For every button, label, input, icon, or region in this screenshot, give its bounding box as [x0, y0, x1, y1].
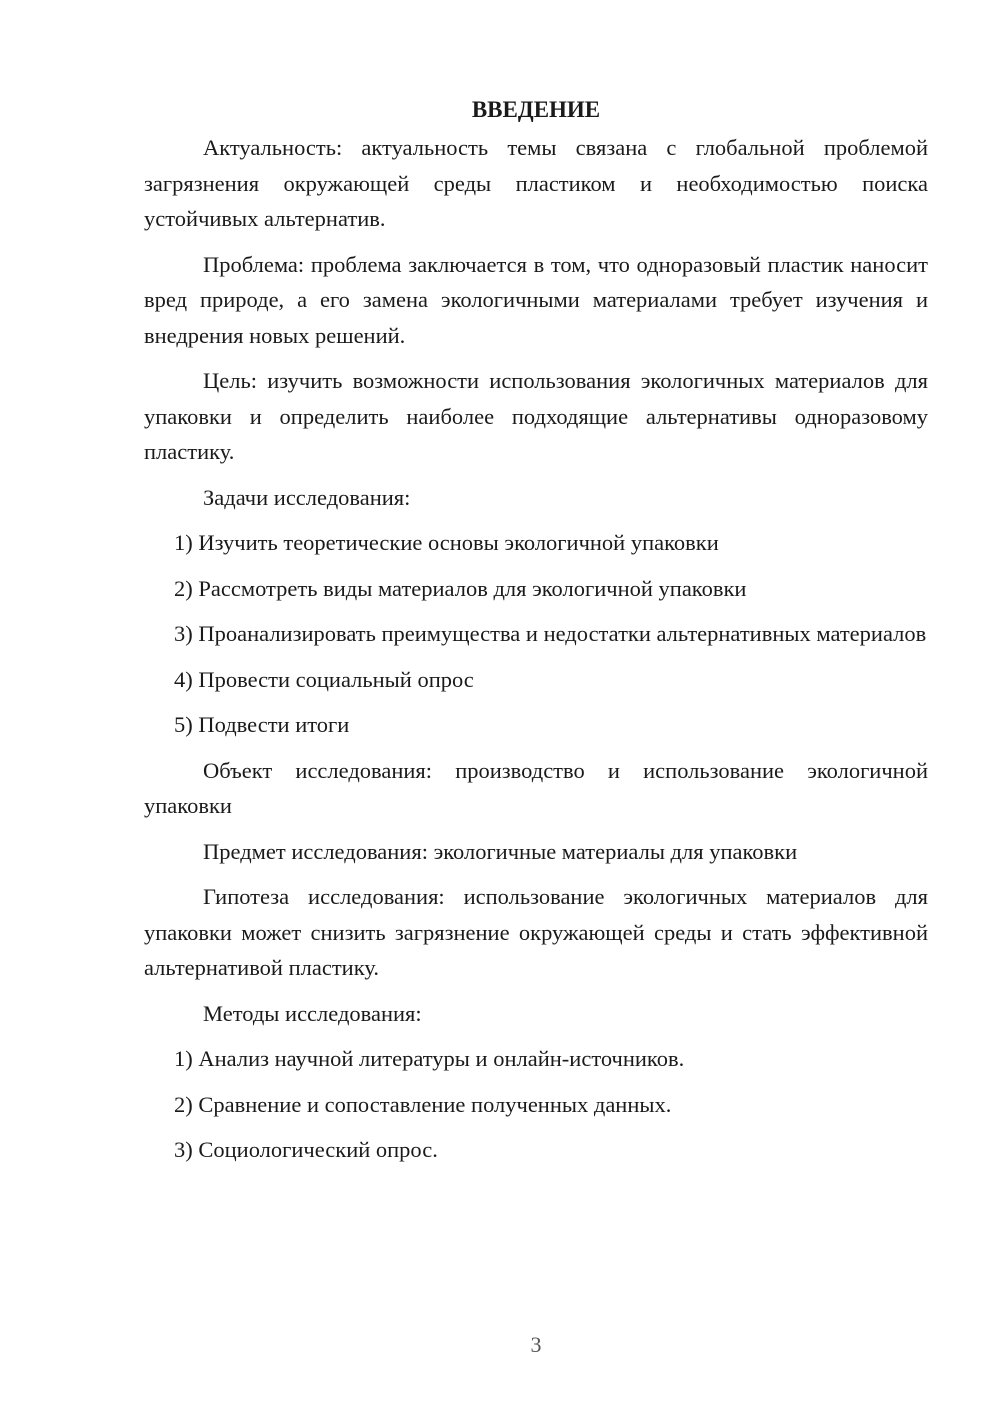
task-item: 5) Подвести итоги — [174, 712, 350, 737]
hypothesis-paragraph: Гипотеза исследования: использование экологичных материалов для упаковки может снизить загрязнение окружающей среды и стать эффективной альтернативой пластику. — [144, 884, 928, 980]
method-item: 3) Социологический опрос. — [174, 1137, 438, 1162]
page-number: 3 — [530, 1332, 542, 1357]
methods-heading: Методы исследования: — [203, 1000, 422, 1026]
task-item: 3) Проанализировать преимущества и недостатки альтернативных материалов — [174, 621, 927, 646]
task-item: 2) Рассмотреть виды материалов для экологичной упаковки — [174, 575, 747, 601]
task-item: 4) Провести социальный опрос — [174, 666, 474, 692]
task-item: 1) Изучить теоретические основы экологичной упаковки — [174, 530, 719, 555]
subject-paragraph: Предмет исследования: экологичные материалы для упаковки — [203, 838, 798, 864]
goal-paragraph: Цель: изучить возможности использования экологичных материалов для упаковки и определить наиболее подходящие альтернативы одноразовому пластику. — [144, 368, 928, 464]
problem-paragraph: Проблема: проблема заключается в том, что одноразовый пластик наносит вред природе, а его замена экологичными материалами требует изучения и внедрения новых решений. — [144, 251, 928, 348]
object-paragraph: Объект исследования: производство и использование экологичной упаковки — [144, 757, 928, 818]
document-page — [144, 92, 928, 1178]
section-title: ВВЕДЕНИЕ — [471, 97, 601, 122]
relevance-paragraph: Актуальность: актуальность темы связана с глобальной проблемой загрязнения окружающей среды пластиком и необходимостью поиска устойчивых альтернатив. — [144, 135, 928, 231]
method-item: 1) Анализ научной литературы и онлайн-источников. — [174, 1046, 685, 1071]
tasks-heading: Задачи исследования: — [203, 484, 411, 510]
method-item: 2) Сравнение и сопоставление полученных данных. — [174, 1091, 672, 1117]
